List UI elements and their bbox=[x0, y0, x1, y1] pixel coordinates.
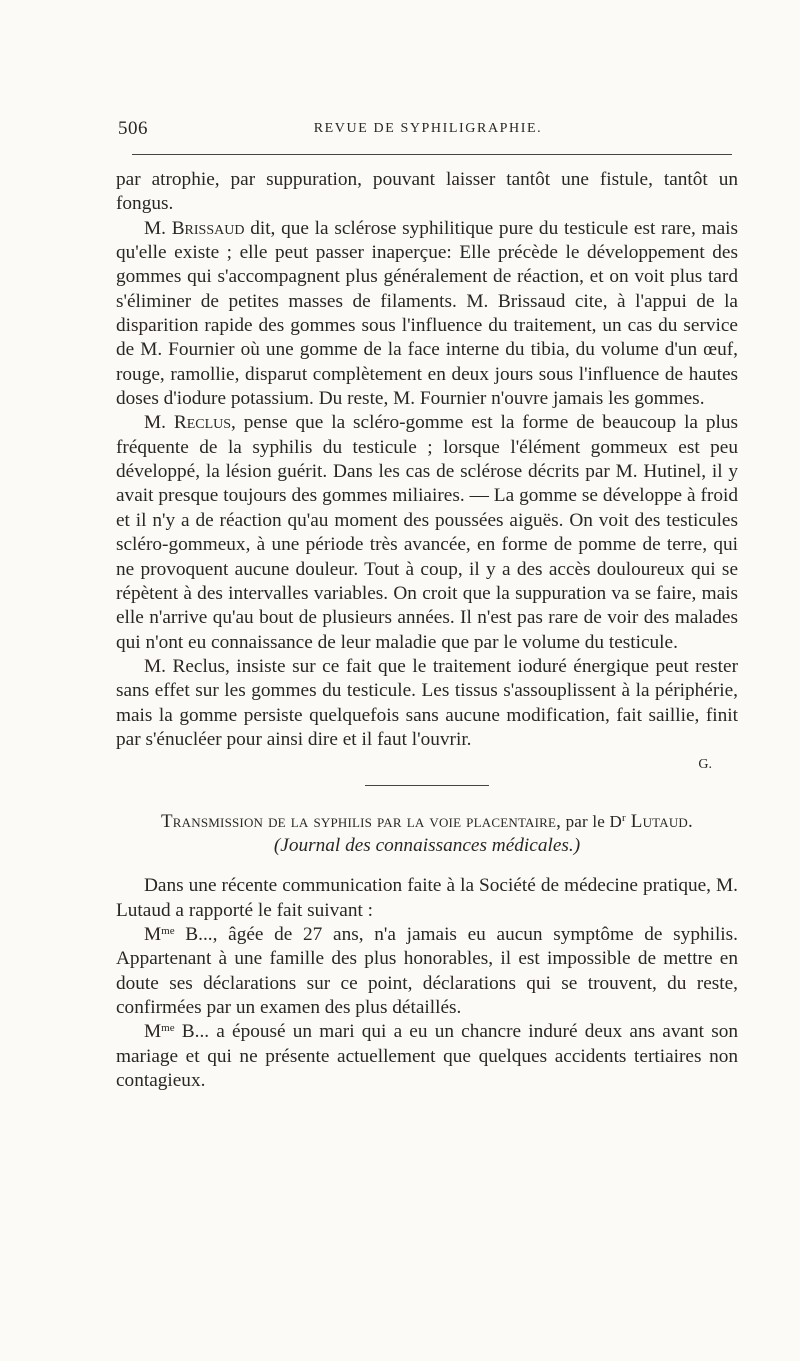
speaker-name: M. Reclus bbox=[144, 412, 232, 434]
honorific: M bbox=[144, 1021, 162, 1043]
paragraph-text: dit, que la sclérose syphilitique pure du testicule est rare, mais qu'elle existe ; elle peut passer inaperçue: Elle précède le développement des gommes qui s'accompagnent plus généralement de réaction, et on voit plus tard s'éliminer de petites masses de filaments. M. Brissaud cite, à l'appui de la disparition rapide des gommes sous l'influence du traitement, un cas du service de M. Fournier où une gomme de la face interne du tibia, du volume d'un œuf, rouge, ramollie, disparut complètement en deux jours sous l'influence de hautes doses d'iodure potassium. Du reste, M. Fournier n'ouvre jamais les gommes. bbox=[116, 217, 738, 410]
section-source: (Journal des connaissances médicales.) bbox=[273, 835, 581, 857]
honorific: M bbox=[144, 923, 162, 945]
paragraph-reclus-2: M. Reclus, insiste sur ce fait que le traitement ioduré énergique peut rester sans effet sur les gommes du testicule. Les tissus s'assouplissent à la périphérie, mais la gomme persiste quelquefois sans aucune modification, fait saillie, finit par s'énucléer pour ainsi dire et il faut l'ouvrir. bbox=[116, 655, 738, 750]
section-title-main: Transmission de la syphilis par la voie placentaire, bbox=[161, 811, 562, 833]
running-title: REVUE DE SYPHILIGRAPHIE. bbox=[313, 121, 543, 136]
paragraph-patient bbox=[116, 923, 738, 1020]
paragraph-text: B... a épousé un mari qui a eu un chancre induré deux ans avant son mariage et qui ne présente actuellement que quelques accidents tertiaires non contagieux. bbox=[116, 1021, 738, 1091]
paragraph-husband bbox=[116, 1020, 738, 1093]
page-header bbox=[118, 118, 738, 142]
honorific-sup: me bbox=[161, 924, 175, 937]
page-number: 506 bbox=[118, 118, 148, 139]
paragraph-text: , pense que la scléro-gomme est la forme de beaucoup la plus fréquente de la syphilis du testicule ; lorsque l'élément gommeux est peu développé, la lésion guérit. Dans les cas de sclérose décrits par M. Hutinel, il y avait presque toujours des gommes miliaires. — La gomme se développe à froid et il n'y a de réaction qu'au moment des poussées aiguës. On voit des testicules scléro-gommeux, à une période très avancée, en forme de pomme de terre, qui ne provoquent aucune douleur. Tout à coup, il y a des accès douloureux qui se répètent à des intervalles variables. On croit que la suppuration va se faire, mais elle n'arrive qu'au bout de plusieurs années. Il n'est pas rare de voir des malades qui n'ont eu connaissance de leur maladie que par le volume du testicule. bbox=[116, 412, 739, 653]
section-title-author: Lutaud. bbox=[625, 811, 693, 833]
honorific-sup: me bbox=[161, 1022, 175, 1035]
paragraph-brissaud bbox=[116, 217, 738, 412]
section-divider bbox=[365, 785, 489, 786]
paragraph-communication: Dans une récente communication faite à la Société de médecine pratique, M. Lutaud a rapporté le fait suivant : bbox=[116, 875, 738, 921]
article-body bbox=[116, 168, 738, 1093]
section-title-sup: r bbox=[621, 812, 626, 825]
section-title-by: par le D bbox=[561, 812, 622, 832]
paragraph-continuation: par atrophie, par suppuration, pouvant laisser tantôt une fistule, tantôt un fongus. bbox=[116, 169, 738, 215]
paragraph-reclus bbox=[116, 411, 738, 654]
section-title bbox=[116, 810, 738, 834]
paragraph-text: B..., âgée de 27 ans, n'a jamais eu aucun symptôme de syphilis. Appartenant à une famille des plus honorables, il est impossible de mettre en doute ses déclarations sur ce point, déclarations qui se trouvent, du reste, confirmées par un examen des plus détaillés. bbox=[116, 923, 738, 1018]
header-rule bbox=[132, 154, 732, 155]
speaker-name: M. Brissaud bbox=[144, 217, 245, 239]
signature: G. bbox=[698, 757, 712, 773]
